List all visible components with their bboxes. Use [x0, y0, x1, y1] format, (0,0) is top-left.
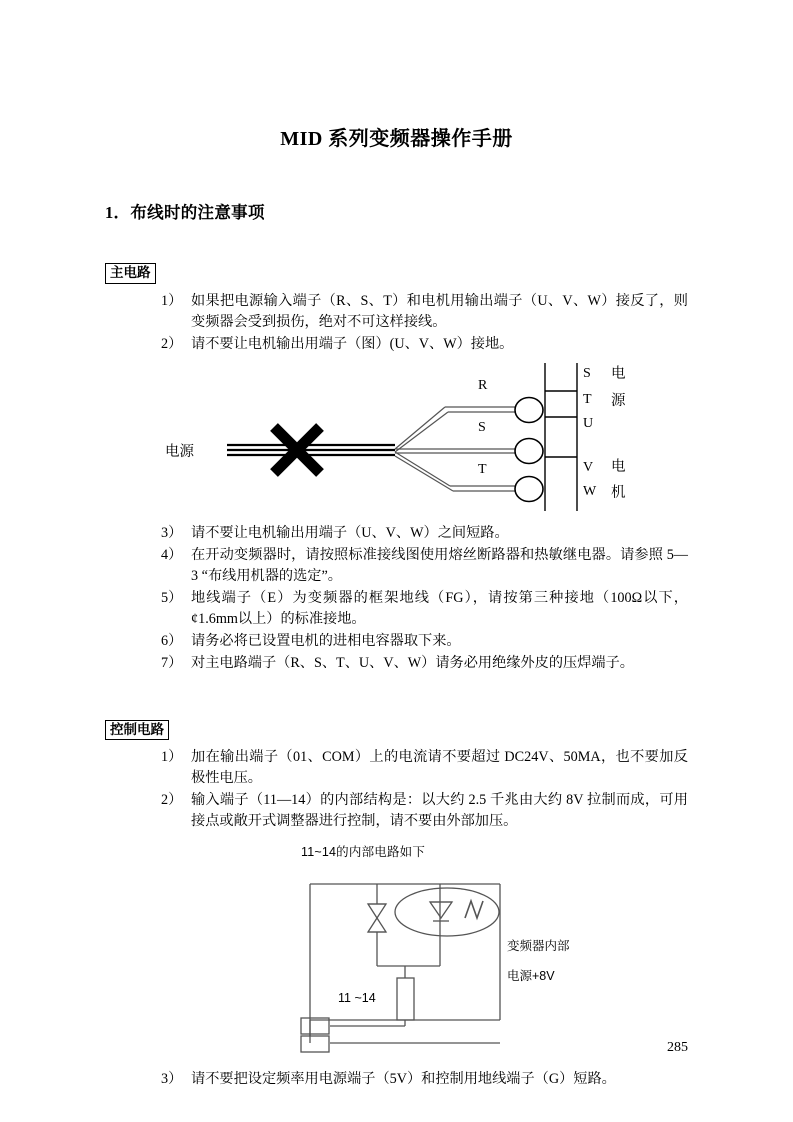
- control-circuit-list: [105, 747, 688, 832]
- optocoupler-icon: [395, 888, 499, 936]
- list-item: [161, 631, 688, 652]
- list-item: [161, 747, 688, 789]
- terminal-label-t: T: [583, 391, 592, 407]
- control-circuit-list-continued: [105, 1069, 688, 1090]
- zener-diode-icon: [368, 884, 386, 966]
- list-text: 请务必将已设置电机的进相电容器取下来。: [191, 632, 461, 649]
- list-text: 地线端子（E）为变频器的框架地线（FG），请按第三种接地（100Ω以下，¢1.6mm以上）的标准接地。: [191, 589, 688, 627]
- list-text: 在开动变频器时，请按照标准接线图使用熔丝断路器和热敏继电器。请参照 5—3 “布线用机器的选定”。: [191, 546, 688, 584]
- main-circuit-heading-wrap: [105, 263, 688, 284]
- list-marker: 1）: [161, 749, 183, 766]
- list-marker: 7）: [161, 654, 183, 671]
- list-text: 请不要让电机输出用端子（U、V、W）之间短路。: [191, 524, 509, 541]
- terminal-block: [545, 363, 577, 511]
- list-item: [161, 523, 688, 544]
- list-text: 对主电路端子（R、S、T、U、V、W）请务必用绝缘外皮的压焊端子。: [191, 654, 634, 671]
- list-marker: 1）: [161, 292, 183, 309]
- ring-terminals: [515, 397, 543, 501]
- supply-voltage-label: 电源+8V: [507, 969, 555, 984]
- power-cable: [227, 445, 395, 455]
- list-text: 加在输出端子（01、COM）上的电流请不要超过 DC24V、50MA，也不要加反极性电压。: [191, 749, 688, 787]
- internal-circuit-figure: [105, 868, 688, 1053]
- branch-wires: [395, 407, 516, 491]
- list-marker: 3）: [161, 524, 183, 541]
- junction-node: [377, 966, 440, 978]
- page-content: [105, 0, 688, 1091]
- list-marker: 3）: [161, 1071, 183, 1088]
- list-item: [161, 1069, 688, 1090]
- list-item: [161, 790, 688, 832]
- main-circuit-boxed-heading: 主电路: [105, 263, 156, 284]
- internal-circuit-svg: [105, 868, 688, 1053]
- list-text: 输入端子（11—14）的内部结构是：以大约 2.5 千兆由大约 8V 拉制而成，可用接点或敞开式调整器进行控制，请不要由外部加压。: [191, 792, 688, 830]
- led-icon: [430, 902, 452, 921]
- terminal-wires: [330, 1020, 500, 1043]
- section-number: 1．: [105, 203, 131, 222]
- inverter-internal-label: 变频器内部: [507, 939, 570, 954]
- wire-label-s: S: [478, 419, 486, 435]
- terminal-range-label: 11 ~14: [338, 991, 376, 1006]
- list-marker: 2）: [161, 335, 183, 352]
- terminal-label-s: S: [583, 365, 591, 381]
- list-item: [161, 588, 688, 630]
- wiring-diagram-svg: [105, 361, 688, 513]
- photo-detector-icon: [465, 901, 483, 918]
- resistor-icon: [397, 978, 414, 1020]
- control-circuit-boxed-heading: 控制电路: [105, 720, 169, 741]
- section-title: 布线时的注意事项: [130, 203, 265, 222]
- terminal-label-v: V: [583, 459, 594, 475]
- list-item: [161, 334, 688, 355]
- input-terminal-boxes: [301, 1018, 329, 1052]
- list-text: 请不要把设定频率用电源端子（5V）和控制用地线端子（G）短路。: [191, 1071, 616, 1088]
- terminal-label-w: W: [583, 483, 597, 499]
- inverter-enclosure: [310, 884, 500, 1043]
- group-label-power-char2: 源: [611, 392, 626, 409]
- main-circuit-list: [105, 291, 688, 355]
- wiring-figure: [105, 361, 688, 513]
- power-source-label: 电源: [165, 443, 194, 460]
- page-number: 285: [667, 1040, 688, 1055]
- list-text: 请不要让电机输出用端子（图）(U、V、W）接地。: [191, 335, 514, 352]
- list-marker: 4）: [161, 546, 183, 563]
- list-marker: 5）: [161, 589, 183, 606]
- control-circuit-heading-wrap: [105, 720, 688, 741]
- list-item: [161, 545, 688, 587]
- list-item: [161, 653, 688, 674]
- wire-label-r: R: [478, 377, 488, 393]
- list-text: 如果把电源输入端子（R、S、T）和电机用输出端子（U、V、W）接反了，则变频器会受到损伤，绝对不可这样接线。: [191, 292, 688, 330]
- list-marker: 2）: [161, 792, 183, 809]
- list-marker: 6）: [161, 632, 183, 649]
- group-label-power-char1: 电: [611, 365, 626, 382]
- wire-label-t: T: [478, 461, 487, 477]
- group-label-motor-char2: 机: [611, 484, 626, 501]
- list-item: [161, 291, 688, 333]
- main-circuit-list-continued: [105, 523, 688, 674]
- internal-figure-caption: 11~14的内部电路如下: [301, 845, 426, 860]
- group-label-motor-char1: 电: [611, 458, 626, 475]
- section-heading: [105, 199, 688, 223]
- terminal-label-u: U: [583, 415, 594, 431]
- document-title: MID 系列变频器操作手册: [280, 128, 513, 150]
